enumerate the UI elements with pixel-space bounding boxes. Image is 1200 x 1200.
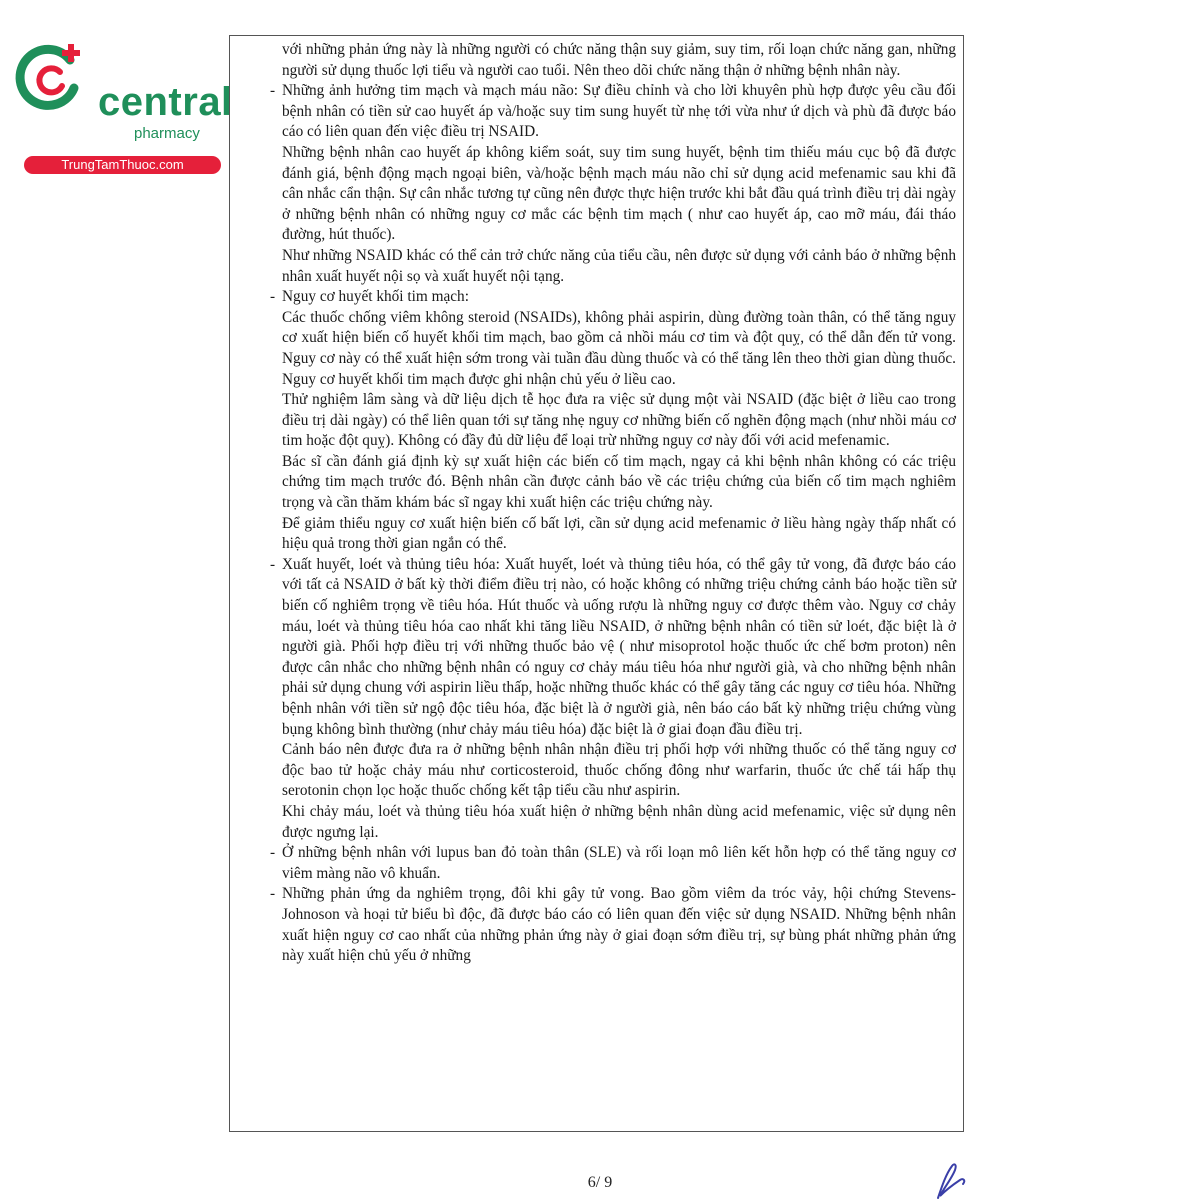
paragraph	[270, 452, 956, 514]
brand-website: TrungTamThuoc.com	[24, 156, 221, 174]
paragraph-text: Thử nghiệm lâm sàng và dữ liệu dịch tễ học đưa ra việc sử dụng một vài NSAID (đặc biệt ở liều cao trong điều trị dài ngày) có thể liên quan tới sự tăng nhẹ nguy cơ những biến cố nghẽn động mạch (như nhồi máu cơ tim hoặc đột quỵ). Không có đầy đủ dữ liệu để loại trừ những nguy cơ này đối với acid mefenamic.	[282, 391, 956, 450]
paragraph	[270, 740, 956, 802]
bullet-paragraph	[270, 287, 956, 308]
page-number: 6/ 9	[587, 1174, 613, 1191]
bullet-dash: -	[270, 288, 276, 306]
paragraph-text: với những phản ứng này là những người có chức năng thận suy giảm, suy tim, rối loạn chức năng gan, những người sử dụng thuốc lợi tiểu và người cao tuổi. Nên theo dõi chức năng thận ở những bệnh nhân này.	[282, 41, 956, 79]
bullet-paragraph	[270, 843, 956, 884]
bullet-paragraph	[270, 81, 956, 143]
paragraph-text: Những ảnh hưởng tim mạch và mạch máu não: Sự điều chỉnh và cho lời khuyên phù hợp được yêu cầu đối bệnh nhân có tiền sử cao huyết áp và/hoặc suy tim sung huyết từ nhẹ tới vừa như ứ dịch và phù đã được báo cáo có liên quan đến việc điều trị NSAID.	[282, 82, 956, 141]
pharmacy-cross-logo-icon	[12, 38, 92, 118]
signature-icon	[930, 1158, 970, 1200]
document-body	[270, 40, 956, 967]
paragraph-text: Cảnh báo nên được đưa ra ở những bệnh nhân nhận điều trị phối hợp với những thuốc có thể tăng nguy cơ độc bao tử hoặc chảy máu như corticosteroid, thuốc chống đông như warfarin, thuốc ức chế tái hấp thụ serotonin chọn lọc hoặc thuốc chống kết tập tiểu cầu như aspirin.	[282, 741, 956, 800]
paragraph-text: Những phản ứng da nghiêm trọng, đôi khi gây tử vong. Bao gồm viêm da tróc vảy, hội chứng Stevens-Johnoson và hoại tử biểu bì độc, đã được báo cáo có liên quan đến việc sử dụng NSAID. Những bệnh nhân xuất hiện nguy cơ cao nhất của những phản ứng này ở giai đoạn sớm điều trị, sự bùng phát những phản ứng này xuất hiện chủ yếu ở những	[282, 885, 956, 965]
paragraph-text: Ở những bệnh nhân với lupus ban đỏ toàn thân (SLE) và rối loạn mô liên kết hỗn hợp có thể tăng nguy cơ viêm màng não vô khuẩn.	[282, 844, 956, 882]
bullet-dash: -	[270, 885, 276, 903]
paragraph	[270, 514, 956, 555]
brand-logo	[12, 38, 233, 172]
bullet-paragraph	[270, 555, 956, 740]
brand-name: central	[98, 80, 233, 124]
bullet-paragraph	[270, 884, 956, 966]
bullet-dash: -	[270, 82, 276, 100]
paragraph	[270, 390, 956, 452]
paragraph-text: Khi chảy máu, loét và thủng tiêu hóa xuất hiện ở những bệnh nhân dùng acid mefenamic, việc sử dụng nên được ngưng lại.	[282, 802, 956, 841]
paragraph	[270, 143, 956, 246]
paragraph-text: Các thuốc chống viêm không steroid (NSAIDs), không phải aspirin, dùng đường toàn thân, có thể tăng nguy cơ xuất hiện biến cố huyết khối tim mạch, bao gồm cả nhồi máu cơ tim và đột quỵ, có thể dẫn đến tử vong. Nguy cơ này có thể xuất hiện sớm trong vài tuần đầu dùng thuốc và có thể tăng lên theo thời gian dùng thuốc. Nguy cơ huyết khối tim mạch được ghi nhận chủ yếu ở liều cao.	[282, 308, 956, 388]
brand-subtitle: pharmacy	[134, 125, 200, 142]
paragraph	[270, 308, 956, 390]
paragraph	[270, 40, 956, 81]
bullet-dash: -	[270, 555, 276, 573]
paragraph-text: Nguy cơ huyết khối tim mạch:	[282, 288, 469, 306]
bullet-dash: -	[270, 844, 276, 862]
paragraph-text: Để giảm thiểu nguy cơ xuất hiện biến cố bất lợi, cần sử dụng acid mefenamic ở liều hàng ngày thấp nhất có hiệu quả trong thời gian ngắn có thể.	[282, 514, 956, 553]
paragraph-text: Xuất huyết, loét và thủng tiêu hóa: Xuất huyết, loét và thủng tiêu hóa, có thể gây tử vong, đã được báo cáo với tất cả NSAID ở bất kỳ thời điểm điều trị nào, có hoặc không có những triệu chứng cảnh báo hoặc tiền sử biến cố nghiêm trọng về tiêu hóa. Hút thuốc và uống rượu là những nguy cơ được thêm vào. Nguy cơ chảy máu, loét và thủng tiêu hóa cao nhất khi tăng liều NSAID, ở những bệnh nhân có tiền sử loét, đặc biệt là ở người già. Phối hợp điều trị với những thuốc bảo vệ ( như misoprotol hoặc thuốc ức chế bơm proton) nên được cân nhắc cho những bệnh nhân có nguy cơ chảy máu tiêu hóa như người già, và cho những bệnh nhân phải sử dụng chung với aspirin liều thấp, hoặc những thuốc khác có thể gây tăng các nguy cơ tiêu hóa. Những bệnh nhân với tiền sử ngộ độc tiêu hóa, đặc biệt là ở người già, nên báo cáo bất kỳ những triệu chứng vùng bụng không bình thường (như chảy máu tiêu hóa) đặc biệt là ở giai đoạn đầu điều trị.	[282, 555, 956, 738]
paragraph-text: Như những NSAID khác có thể cản trở chức năng của tiểu cầu, nên được sử dụng với cảnh báo ở những bệnh nhân xuất huyết nội sọ và xuất huyết nội tạng.	[282, 246, 956, 285]
paragraph-text: Bác sĩ cần đánh giá định kỳ sự xuất hiện các biến cố tim mạch, ngay cả khi bệnh nhân không có các triệu chứng tim mạch trước đó. Bệnh nhân cần được cảnh báo về các triệu chứng của biến cố tim mạch nghiêm trọng và cần thăm khám bác sĩ ngay khi xuất hiện các triệu chứng này.	[282, 452, 956, 512]
paragraph	[270, 246, 956, 287]
paragraph	[270, 802, 956, 843]
paragraph-text: Những bệnh nhân cao huyết áp không kiểm soát, suy tim sung huyết, bệnh tim thiếu máu cục bộ đã được đánh giá, bệnh động mạch ngoại biên, và/hoặc bệnh mạch máu não chỉ sử dụng acid mefenamic sau khi đã cân nhắc cẩn thận. Sự cân nhắc tương tự cũng nên được thực hiện trước khi bắt đầu quá trình điều trị dài ngày ở những bệnh nhân có những nguy cơ mắc các bệnh tim mạch ( như cao huyết áp, cao mỡ máu, đái tháo đường, hút thuốc).	[282, 143, 956, 244]
